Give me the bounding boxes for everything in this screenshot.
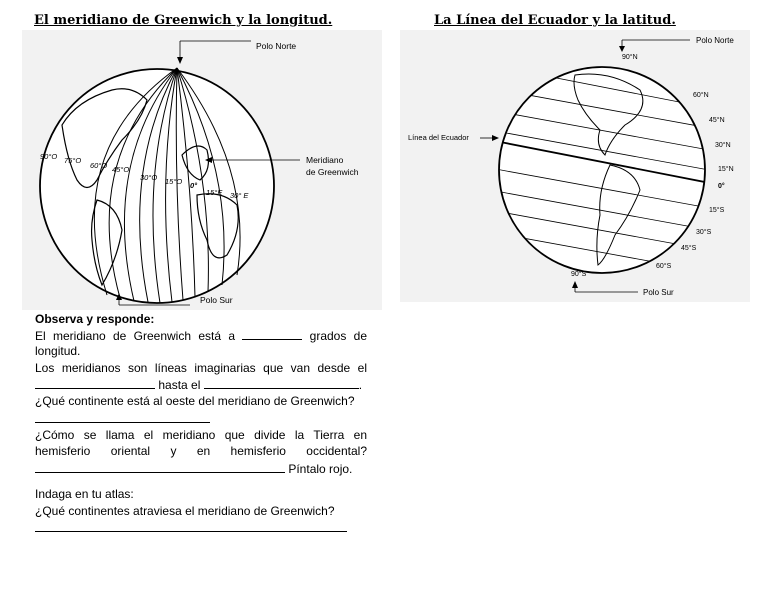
question-5: ¿Qué continentes atraviesa el meridiano de Greenwich? — [35, 504, 335, 518]
lat-label: 15°N — [718, 166, 734, 173]
q4-text-c: Píntalo rojo. — [288, 462, 353, 476]
lat-label: 0° — [718, 183, 725, 190]
q1-text-b: grados de — [309, 329, 368, 343]
lon-label: 45°O — [112, 165, 130, 174]
question-5-answer — [35, 519, 367, 537]
question-3-answer — [35, 410, 367, 428]
lat-label: 30°S — [696, 229, 712, 236]
lat-label: 60°N — [693, 92, 709, 99]
lat-label: 30°N — [715, 142, 731, 149]
lon-label: 15°O — [165, 177, 183, 186]
question-1-line — [35, 327, 367, 345]
equator-globe-figure — [400, 30, 750, 302]
answer-blank-to[interactable] — [204, 376, 359, 389]
lat-label: 45°N — [709, 117, 725, 124]
question-4-answer — [35, 460, 367, 478]
lon-label: 75°O — [64, 156, 82, 165]
question-1-end: longitud. — [35, 344, 81, 358]
answer-blank-degrees[interactable] — [242, 327, 302, 340]
globe-outline — [499, 67, 705, 273]
greenwich-label-line2: de Greenwich — [306, 167, 359, 177]
questions-heading: Observa y responde: — [35, 312, 155, 326]
question-4-line1: ¿Cómo se llama el meridiano que divide la Tierra en — [35, 428, 367, 442]
north-pole-label: Polo Norte — [696, 36, 734, 45]
greenwich-label: Meridiano — [306, 155, 344, 165]
north-pole-label: Polo Norte — [256, 41, 297, 51]
answer-blank-continents[interactable] — [35, 519, 347, 532]
globe-outline — [40, 69, 274, 303]
question-2-blanks: hasta el . — [35, 376, 367, 394]
lon-label: 90°O — [40, 152, 58, 161]
lat-label: 60°S — [656, 263, 672, 270]
equator-label: Línea del Ecuador — [408, 133, 469, 142]
q2-text-b: hasta el — [158, 378, 201, 392]
indaga-heading: Indaga en tu atlas: — [35, 487, 134, 501]
lat-label: 90°N — [622, 54, 638, 61]
lon-label: 60°O — [90, 161, 108, 170]
question-4-line2: hemisferio oriental y en hemisferio occidental? — [35, 444, 367, 458]
lat-label: 15°S — [709, 207, 725, 214]
lat-label: 90°S — [571, 271, 587, 278]
lon-label: 0° — [190, 181, 198, 190]
lon-label: 15°E — [206, 188, 223, 197]
answer-blank-continent-west[interactable] — [35, 410, 210, 423]
lat-label: 45°S — [681, 245, 697, 252]
title-greenwich: El meridiano de Greenwich y la longitud. — [34, 13, 333, 28]
south-pole-label: Polo Sur — [200, 295, 233, 305]
meridian-globe-figure — [22, 30, 382, 310]
q1-text-a: El meridiano de Greenwich está a — [35, 329, 235, 343]
lon-label: 30°O — [140, 173, 158, 182]
title-equator: La Línea del Ecuador y la latitud. — [434, 13, 676, 28]
question-2-line: Los meridianos son líneas imaginarias que van desde el — [35, 361, 367, 375]
lon-label: 30° E — [230, 191, 249, 200]
answer-blank-from[interactable] — [35, 376, 155, 389]
question-3: ¿Qué continente está al oeste del meridiano de Greenwich? — [35, 394, 355, 408]
answer-blank-meridian-name[interactable] — [35, 460, 285, 473]
south-pole-label: Polo Sur — [643, 288, 674, 297]
